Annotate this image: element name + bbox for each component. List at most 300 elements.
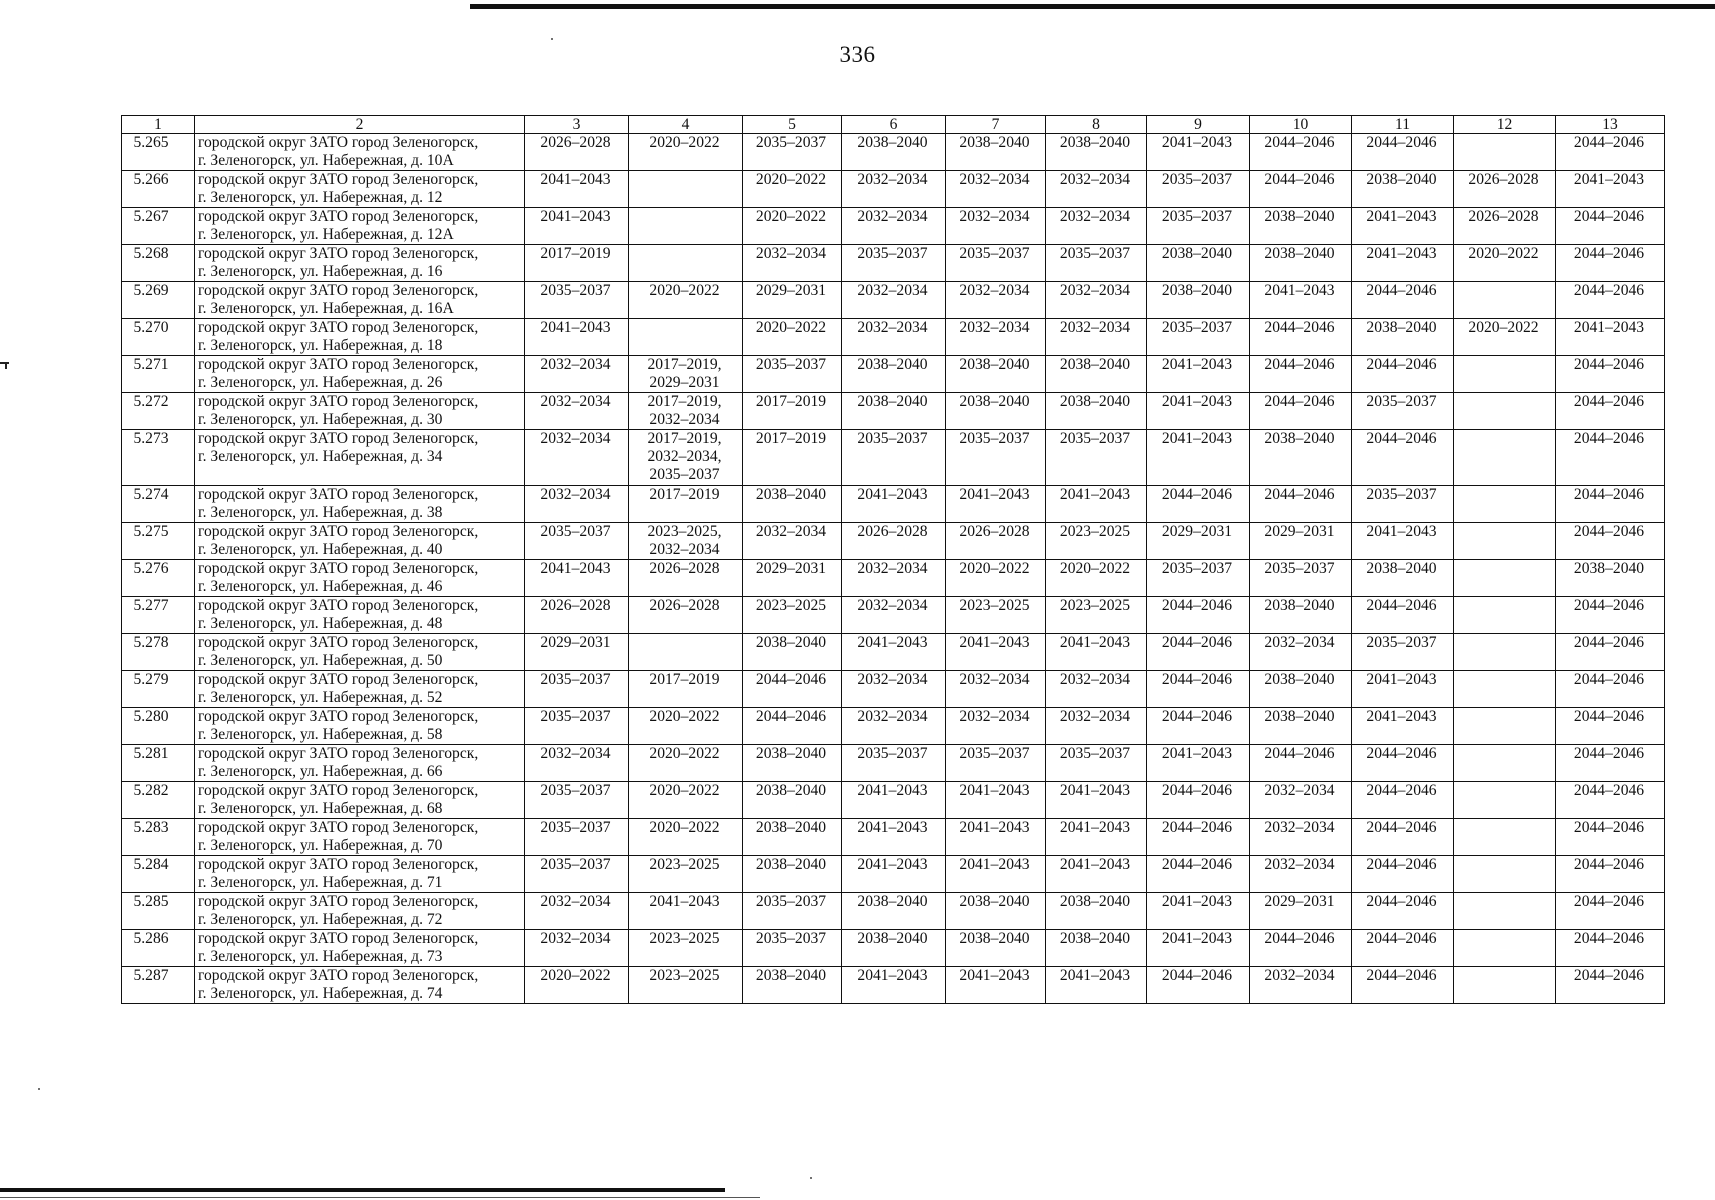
period-cell: 2032–2034 xyxy=(842,671,946,708)
period-cell: 2020–2022 xyxy=(743,171,842,208)
period-cell: 2029–2031 xyxy=(1250,523,1352,560)
period-cell xyxy=(1454,930,1556,967)
address-line: городской округ ЗАТО город Зеленогорск, xyxy=(198,430,479,447)
table-row xyxy=(122,597,1665,634)
period-cell xyxy=(1454,523,1556,560)
period-cell: 2041–2043 xyxy=(1352,245,1454,282)
scan-speck xyxy=(810,1177,812,1179)
address-line: городской округ ЗАТО город Зеленогорск, xyxy=(198,745,479,762)
period-cell: 2032–2034 xyxy=(1046,282,1147,319)
period-line: 2020–2022 xyxy=(649,819,720,836)
period-cell xyxy=(1454,356,1556,393)
period-cell: 2038–2040 xyxy=(743,745,842,782)
margin-mark xyxy=(5,364,7,369)
address-line: г. Зеленогорск, ул. Набережная, д. 34 xyxy=(198,448,443,465)
period-cell: 2032–2034 xyxy=(525,393,629,430)
address-line: г. Зеленогорск, ул. Набережная, д. 73 xyxy=(198,948,443,965)
period-cell: 2044–2046 xyxy=(1556,430,1665,486)
address-line: городской округ ЗАТО город Зеленогорск, xyxy=(198,708,479,725)
table-row xyxy=(122,967,1665,1004)
address-line: городской округ ЗАТО город Зеленогорск, xyxy=(198,208,479,225)
period-cell-multi xyxy=(629,523,743,560)
period-cell: 2032–2034 xyxy=(1250,634,1352,671)
column-header: 1 xyxy=(122,116,195,134)
period-cell: 2038–2040 xyxy=(1046,893,1147,930)
period-cell-multi xyxy=(629,208,743,245)
period-cell: 2017–2019 xyxy=(525,245,629,282)
scan-speck xyxy=(38,1088,40,1090)
period-cell: 2044–2046 xyxy=(743,708,842,745)
period-cell: 2038–2040 xyxy=(842,356,946,393)
period-cell-multi xyxy=(629,930,743,967)
table-row xyxy=(122,671,1665,708)
address-line: г. Зеленогорск, ул. Набережная, д. 74 xyxy=(198,985,443,1002)
bottom-rule xyxy=(0,1188,725,1192)
period-cell xyxy=(1454,560,1556,597)
table-row xyxy=(122,208,1665,245)
address-cell xyxy=(195,967,525,1004)
period-line: 2017–2019, xyxy=(647,356,722,373)
period-cell: 2035–2037 xyxy=(525,671,629,708)
period-cell: 2044–2046 xyxy=(1556,597,1665,634)
period-cell: 2044–2046 xyxy=(1250,356,1352,393)
period-cell: 2038–2040 xyxy=(743,634,842,671)
period-cell: 2041–2043 xyxy=(842,634,946,671)
period-line: 2020–2022 xyxy=(649,282,720,299)
period-cell xyxy=(1454,134,1556,171)
period-cell: 2032–2034 xyxy=(842,319,946,356)
period-cell: 2038–2040 xyxy=(1147,282,1250,319)
period-cell: 2038–2040 xyxy=(842,930,946,967)
period-cell: 2035–2037 xyxy=(1046,430,1147,486)
period-cell: 2041–2043 xyxy=(1046,819,1147,856)
period-cell: 2041–2043 xyxy=(946,967,1046,1004)
period-cell: 2035–2037 xyxy=(743,134,842,171)
address-line: городской округ ЗАТО город Зеленогорск, xyxy=(198,319,479,336)
period-cell: 2044–2046 xyxy=(1556,282,1665,319)
period-line: 2026–2028 xyxy=(649,597,720,614)
period-cell: 2041–2043 xyxy=(1046,856,1147,893)
address-cell xyxy=(195,245,525,282)
column-header: 11 xyxy=(1352,116,1454,134)
period-cell: 2044–2046 xyxy=(1352,893,1454,930)
period-cell: 2044–2046 xyxy=(1556,634,1665,671)
address-line: г. Зеленогорск, ул. Набережная, д. 38 xyxy=(198,504,443,521)
period-cell: 2032–2034 xyxy=(525,893,629,930)
period-line: 2026–2028 xyxy=(649,560,720,577)
period-line: 2020–2022 xyxy=(649,782,720,799)
period-cell-multi xyxy=(629,319,743,356)
period-cell: 2038–2040 xyxy=(743,486,842,523)
period-cell: 2044–2046 xyxy=(743,671,842,708)
address-line: г. Зеленогорск, ул. Набережная, д. 12 xyxy=(198,189,443,206)
address-line: г. Зеленогорск, ул. Набережная, д. 58 xyxy=(198,726,443,743)
period-cell: 2032–2034 xyxy=(1046,671,1147,708)
period-cell: 2041–2043 xyxy=(525,208,629,245)
period-cell: 2044–2046 xyxy=(1352,967,1454,1004)
period-cell: 2044–2046 xyxy=(1250,171,1352,208)
row-number-cell: 5.282 xyxy=(122,782,195,819)
column-header: 3 xyxy=(525,116,629,134)
period-cell-multi xyxy=(629,634,743,671)
period-cell: 2044–2046 xyxy=(1147,671,1250,708)
period-cell: 2032–2034 xyxy=(525,930,629,967)
period-cell: 2020–2022 xyxy=(1046,560,1147,597)
period-line: 2017–2019 xyxy=(649,671,720,688)
address-cell xyxy=(195,708,525,745)
address-line: городской округ ЗАТО город Зеленогорск, xyxy=(198,856,479,873)
table-row xyxy=(122,282,1665,319)
address-cell xyxy=(195,282,525,319)
period-cell: 2041–2043 xyxy=(1046,782,1147,819)
period-cell: 2041–2043 xyxy=(525,171,629,208)
header-row xyxy=(122,116,1665,134)
period-cell: 2044–2046 xyxy=(1352,856,1454,893)
period-line: 2017–2019 xyxy=(649,486,720,503)
period-cell: 2032–2034 xyxy=(842,560,946,597)
period-cell: 2035–2037 xyxy=(1046,745,1147,782)
address-cell xyxy=(195,486,525,523)
table-row xyxy=(122,560,1665,597)
period-cell: 2038–2040 xyxy=(946,134,1046,171)
period-cell: 2035–2037 xyxy=(525,819,629,856)
period-cell: 2044–2046 xyxy=(1147,486,1250,523)
row-number-cell: 5.265 xyxy=(122,134,195,171)
period-cell: 2041–2043 xyxy=(1352,208,1454,245)
period-cell xyxy=(1454,393,1556,430)
row-number-cell: 5.276 xyxy=(122,560,195,597)
period-cell: 2041–2043 xyxy=(842,856,946,893)
address-cell xyxy=(195,745,525,782)
period-cell: 2038–2040 xyxy=(842,134,946,171)
period-cell: 2044–2046 xyxy=(1556,356,1665,393)
period-cell-multi xyxy=(629,171,743,208)
address-cell xyxy=(195,856,525,893)
period-cell xyxy=(1454,430,1556,486)
table-row xyxy=(122,171,1665,208)
period-cell: 2038–2040 xyxy=(1046,393,1147,430)
period-cell: 2044–2046 xyxy=(1556,930,1665,967)
period-cell: 2044–2046 xyxy=(1556,486,1665,523)
period-cell: 2044–2046 xyxy=(1250,486,1352,523)
period-cell: 2032–2034 xyxy=(1046,708,1147,745)
period-cell: 2035–2037 xyxy=(946,245,1046,282)
period-cell: 2029–2031 xyxy=(743,282,842,319)
period-cell: 2026–2028 xyxy=(525,597,629,634)
period-cell: 2035–2037 xyxy=(743,893,842,930)
period-cell-multi xyxy=(629,356,743,393)
address-cell xyxy=(195,523,525,560)
table-row xyxy=(122,634,1665,671)
period-cell: 2038–2040 xyxy=(842,893,946,930)
period-cell: 2026–2028 xyxy=(525,134,629,171)
period-cell: 2044–2046 xyxy=(1147,856,1250,893)
period-cell: 2017–2019 xyxy=(743,430,842,486)
period-cell: 2035–2037 xyxy=(842,430,946,486)
period-cell: 2038–2040 xyxy=(1250,430,1352,486)
address-line: городской округ ЗАТО город Зеленогорск, xyxy=(198,671,479,688)
period-cell: 2020–2022 xyxy=(1454,245,1556,282)
period-cell: 2038–2040 xyxy=(946,893,1046,930)
period-cell: 2044–2046 xyxy=(1556,393,1665,430)
period-cell: 2041–2043 xyxy=(1147,745,1250,782)
period-cell: 2041–2043 xyxy=(842,782,946,819)
column-header: 12 xyxy=(1454,116,1556,134)
period-cell: 2038–2040 xyxy=(1250,208,1352,245)
column-header: 13 xyxy=(1556,116,1665,134)
period-line: 2023–2025 xyxy=(649,856,720,873)
row-number-cell: 5.283 xyxy=(122,819,195,856)
address-line: городской округ ЗАТО город Зеленогорск, xyxy=(198,893,479,910)
period-cell: 2038–2040 xyxy=(1352,171,1454,208)
address-cell xyxy=(195,356,525,393)
address-cell xyxy=(195,671,525,708)
address-line: г. Зеленогорск, ул. Набережная, д. 16А xyxy=(198,300,454,317)
period-cell-multi xyxy=(629,430,743,486)
table-row xyxy=(122,745,1665,782)
table-row xyxy=(122,930,1665,967)
period-cell: 2041–2043 xyxy=(946,782,1046,819)
period-cell: 2041–2043 xyxy=(842,819,946,856)
period-cell: 2032–2034 xyxy=(946,208,1046,245)
period-cell-multi xyxy=(629,486,743,523)
period-cell: 2038–2040 xyxy=(743,856,842,893)
period-cell: 2044–2046 xyxy=(1352,597,1454,634)
period-cell-multi xyxy=(629,745,743,782)
row-number-cell: 5.269 xyxy=(122,282,195,319)
address-line: городской округ ЗАТО город Зеленогорск, xyxy=(198,171,479,188)
row-number-cell: 5.284 xyxy=(122,856,195,893)
period-cell: 2038–2040 xyxy=(743,819,842,856)
row-number-cell: 5.271 xyxy=(122,356,195,393)
address-line: городской округ ЗАТО город Зеленогорск, xyxy=(198,634,479,651)
period-cell-multi xyxy=(629,245,743,282)
row-number-cell: 5.274 xyxy=(122,486,195,523)
period-cell: 2044–2046 xyxy=(1556,208,1665,245)
table-row xyxy=(122,523,1665,560)
period-line: 2032–2034 xyxy=(649,411,720,428)
period-cell: 2035–2037 xyxy=(842,245,946,282)
period-cell: 2044–2046 xyxy=(1556,245,1665,282)
period-cell: 2044–2046 xyxy=(1147,634,1250,671)
period-cell: 2044–2046 xyxy=(1352,819,1454,856)
period-line: 2041–2043 xyxy=(649,893,720,910)
period-cell: 2020–2022 xyxy=(743,208,842,245)
address-line: г. Зеленогорск, ул. Набережная, д. 12А xyxy=(198,226,454,243)
table-row xyxy=(122,134,1665,171)
period-cell: 2038–2040 xyxy=(946,356,1046,393)
period-cell: 2038–2040 xyxy=(1250,245,1352,282)
row-number-cell: 5.270 xyxy=(122,319,195,356)
period-cell: 2044–2046 xyxy=(1250,134,1352,171)
row-number-cell: 5.286 xyxy=(122,930,195,967)
period-cell: 2041–2043 xyxy=(946,634,1046,671)
address-line: г. Зеленогорск, ул. Набережная, д. 46 xyxy=(198,578,443,595)
period-cell xyxy=(1454,893,1556,930)
period-cell: 2044–2046 xyxy=(1352,356,1454,393)
table-row xyxy=(122,856,1665,893)
row-number-cell: 5.280 xyxy=(122,708,195,745)
period-cell: 2044–2046 xyxy=(1556,745,1665,782)
bottom-rule-thin xyxy=(0,1197,760,1198)
row-number-cell: 5.281 xyxy=(122,745,195,782)
period-cell xyxy=(1454,708,1556,745)
period-cell: 2020–2022 xyxy=(1454,319,1556,356)
row-number-cell: 5.267 xyxy=(122,208,195,245)
period-cell: 2044–2046 xyxy=(1147,819,1250,856)
period-cell: 2035–2037 xyxy=(525,523,629,560)
period-cell: 2020–2022 xyxy=(525,967,629,1004)
period-cell: 2032–2034 xyxy=(842,282,946,319)
period-cell: 2044–2046 xyxy=(1147,967,1250,1004)
period-cell: 2038–2040 xyxy=(743,967,842,1004)
period-cell-multi xyxy=(629,560,743,597)
address-line: г. Зеленогорск, ул. Набережная, д. 16 xyxy=(198,263,443,280)
period-cell: 2032–2034 xyxy=(946,708,1046,745)
period-cell: 2041–2043 xyxy=(1352,708,1454,745)
address-cell xyxy=(195,893,525,930)
period-cell-multi xyxy=(629,782,743,819)
period-cell-multi xyxy=(629,282,743,319)
period-cell: 2032–2034 xyxy=(525,486,629,523)
period-cell: 2041–2043 xyxy=(1352,523,1454,560)
address-line: г. Зеленогорск, ул. Набережная, д. 71 xyxy=(198,874,443,891)
period-cell: 2029–2031 xyxy=(525,634,629,671)
row-number-cell: 5.277 xyxy=(122,597,195,634)
period-cell: 2044–2046 xyxy=(1250,393,1352,430)
table-row xyxy=(122,893,1665,930)
address-line: городской округ ЗАТО город Зеленогорск, xyxy=(198,782,479,799)
row-number-cell: 5.287 xyxy=(122,967,195,1004)
address-line: городской округ ЗАТО город Зеленогорск, xyxy=(198,597,479,614)
period-cell: 2044–2046 xyxy=(1556,782,1665,819)
period-cell: 2035–2037 xyxy=(1352,393,1454,430)
period-cell-multi xyxy=(629,597,743,634)
period-cell: 2038–2040 xyxy=(946,930,1046,967)
period-cell: 2032–2034 xyxy=(946,282,1046,319)
period-cell: 2044–2046 xyxy=(1352,282,1454,319)
period-cell: 2032–2034 xyxy=(1046,208,1147,245)
period-cell: 2038–2040 xyxy=(1250,597,1352,634)
period-cell xyxy=(1454,819,1556,856)
period-cell: 2035–2037 xyxy=(525,708,629,745)
period-line: 2029–2031 xyxy=(649,374,720,391)
period-cell-multi xyxy=(629,708,743,745)
address-line: городской округ ЗАТО город Зеленогорск, xyxy=(198,393,479,410)
period-cell: 2032–2034 xyxy=(743,523,842,560)
period-cell xyxy=(1454,634,1556,671)
period-cell: 2035–2037 xyxy=(525,856,629,893)
period-cell: 2017–2019 xyxy=(743,393,842,430)
address-cell xyxy=(195,597,525,634)
table-row xyxy=(122,782,1665,819)
address-line: городской округ ЗАТО город Зеленогорск, xyxy=(198,245,479,262)
period-cell: 2035–2037 xyxy=(1046,245,1147,282)
period-cell: 2041–2043 xyxy=(1250,282,1352,319)
address-line: городской округ ЗАТО город Зеленогорск, xyxy=(198,967,479,984)
period-cell: 2044–2046 xyxy=(1556,893,1665,930)
period-cell: 2023–2025 xyxy=(946,597,1046,634)
period-cell: 2041–2043 xyxy=(1147,893,1250,930)
period-line: 2023–2025 xyxy=(649,967,720,984)
address-cell xyxy=(195,393,525,430)
column-header: 5 xyxy=(743,116,842,134)
period-cell: 2035–2037 xyxy=(743,930,842,967)
period-cell: 2032–2034 xyxy=(946,671,1046,708)
table-row xyxy=(122,319,1665,356)
period-cell xyxy=(1454,282,1556,319)
table-row xyxy=(122,393,1665,430)
period-line: 2032–2034 xyxy=(649,541,720,558)
column-header: 8 xyxy=(1046,116,1147,134)
period-cell: 2026–2028 xyxy=(842,523,946,560)
address-cell xyxy=(195,171,525,208)
period-cell: 2029–2031 xyxy=(743,560,842,597)
period-cell: 2023–2025 xyxy=(1046,523,1147,560)
period-cell: 2023–2025 xyxy=(1046,597,1147,634)
table-row xyxy=(122,708,1665,745)
period-line: 2017–2019, xyxy=(647,430,722,447)
period-cell: 2035–2037 xyxy=(1352,486,1454,523)
period-line: 2023–2025 xyxy=(649,930,720,947)
period-cell: 2044–2046 xyxy=(1352,782,1454,819)
period-cell: 2032–2034 xyxy=(1250,819,1352,856)
period-cell: 2041–2043 xyxy=(1147,356,1250,393)
period-cell-multi xyxy=(629,856,743,893)
register-table xyxy=(121,115,1665,1004)
period-cell: 2035–2037 xyxy=(1147,171,1250,208)
period-line: 2035–2037 xyxy=(649,466,720,483)
period-cell: 2026–2028 xyxy=(946,523,1046,560)
address-line: городской округ ЗАТО город Зеленогорск, xyxy=(198,560,479,577)
period-cell: 2035–2037 xyxy=(1352,634,1454,671)
period-cell: 2044–2046 xyxy=(1250,745,1352,782)
address-line: г. Зеленогорск, ул. Набережная, д. 68 xyxy=(198,800,443,817)
row-number-cell: 5.272 xyxy=(122,393,195,430)
period-cell: 2035–2037 xyxy=(525,282,629,319)
period-cell: 2026–2028 xyxy=(1454,171,1556,208)
period-cell: 2041–2043 xyxy=(946,856,1046,893)
period-line: 2017–2019, xyxy=(647,393,722,410)
address-line: г. Зеленогорск, ул. Набережная, д. 18 xyxy=(198,337,443,354)
period-cell-multi xyxy=(629,967,743,1004)
period-cell: 2035–2037 xyxy=(1250,560,1352,597)
period-cell: 2029–2031 xyxy=(1250,893,1352,930)
address-line: городской округ ЗАТО город Зеленогорск, xyxy=(198,356,479,373)
table-row xyxy=(122,356,1665,393)
period-cell: 2044–2046 xyxy=(1352,430,1454,486)
period-cell: 2020–2022 xyxy=(946,560,1046,597)
period-cell: 2044–2046 xyxy=(1556,708,1665,745)
period-cell: 2035–2037 xyxy=(1147,208,1250,245)
period-cell: 2038–2040 xyxy=(1046,356,1147,393)
period-line: 2020–2022 xyxy=(649,708,720,725)
period-cell: 2032–2034 xyxy=(525,430,629,486)
period-cell: 2035–2037 xyxy=(946,745,1046,782)
period-cell: 2044–2046 xyxy=(1352,930,1454,967)
address-cell xyxy=(195,634,525,671)
period-cell: 2044–2046 xyxy=(1556,856,1665,893)
period-cell: 2041–2043 xyxy=(946,819,1046,856)
period-cell: 2032–2034 xyxy=(743,245,842,282)
address-cell xyxy=(195,430,525,486)
address-line: г. Зеленогорск, ул. Набережная, д. 10А xyxy=(198,152,454,169)
period-cell: 2035–2037 xyxy=(1147,319,1250,356)
period-cell: 2032–2034 xyxy=(842,597,946,634)
address-line: г. Зеленогорск, ул. Набережная, д. 48 xyxy=(198,615,443,632)
period-cell: 2032–2034 xyxy=(946,319,1046,356)
period-cell: 2032–2034 xyxy=(946,171,1046,208)
